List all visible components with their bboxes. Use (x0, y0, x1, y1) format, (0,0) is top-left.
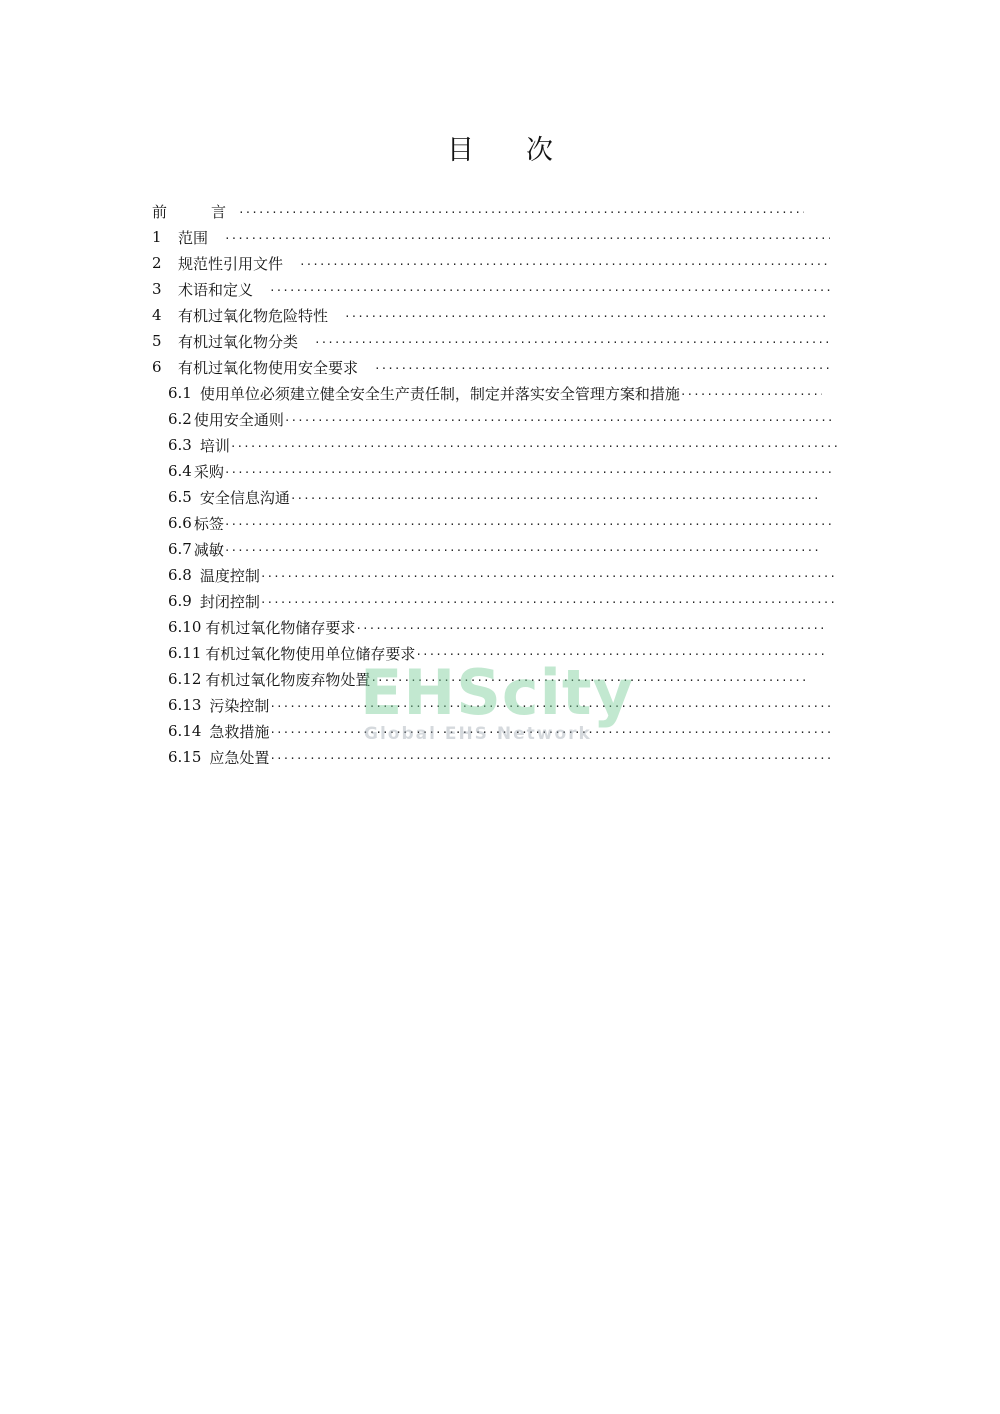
watermark-brand: EHScity (360, 656, 634, 729)
toc-entry-number: 6.6 (168, 514, 192, 532)
dot-leader (299, 258, 830, 271)
toc-entry-5[interactable] (152, 328, 830, 354)
toc-entry-label: 应急处置 (209, 748, 270, 767)
toc-entry-6-1[interactable] (168, 380, 822, 406)
toc-entry-label: 有机过氧化物废弃物处置 (205, 670, 371, 689)
toc-entry-6-15[interactable] (168, 744, 830, 770)
toc-entry-6[interactable] (152, 354, 830, 380)
toc-entry-6-8[interactable] (168, 562, 838, 588)
dot-leader (224, 544, 818, 557)
toc-entry-6-13[interactable] (168, 692, 830, 718)
toc-entry-label: 言 (211, 202, 227, 221)
toc-entry-label: 减敏 (193, 540, 224, 559)
toc-entry-6-4[interactable] (168, 458, 834, 484)
toc-entry-label: 有机过氧化物分类 (178, 332, 299, 351)
toc-entry-label: 温度控制 (199, 566, 260, 585)
toc-entry-6-12[interactable] (168, 666, 808, 692)
toc-entry-6-5[interactable] (168, 484, 822, 510)
dot-leader (344, 310, 830, 323)
toc-entry-label: 封闭控制 (199, 592, 260, 611)
toc-entry-3[interactable] (152, 276, 830, 302)
toc-entry-label: 采购 (193, 462, 224, 481)
dot-leader (269, 700, 830, 713)
dot-leader (224, 466, 834, 479)
toc-entry-number: 3 (152, 280, 162, 298)
toc-entry-2[interactable] (152, 250, 830, 276)
toc-entry-6-10[interactable] (168, 614, 826, 640)
toc-entry-6-9[interactable] (168, 588, 838, 614)
toc-entry-preface[interactable] (152, 198, 804, 224)
toc-entry-label: 术语和定义 (178, 280, 254, 299)
toc-entry-number: 前 (152, 202, 168, 221)
toc-entry-number: 6.11 (168, 644, 202, 662)
toc-entry-number: 6.4 (168, 462, 192, 480)
dot-leader (355, 622, 826, 635)
toc-entry-label: 污染控制 (209, 696, 270, 715)
dot-leader (290, 492, 822, 505)
dot-leader (260, 570, 838, 583)
dot-leader (238, 206, 804, 219)
toc-entry-number: 1 (152, 228, 162, 246)
toc-entry-label: 使用安全通则 (193, 410, 284, 429)
toc-entry-6-3[interactable] (168, 432, 838, 458)
dot-leader (269, 284, 830, 297)
toc-entry-number: 6.9 (168, 592, 192, 610)
toc-entry-number: 6.8 (168, 566, 192, 584)
toc-entry-number: 6.7 (168, 540, 192, 558)
dot-leader (374, 362, 830, 375)
dot-leader (415, 648, 826, 661)
toc-entry-number: 5 (152, 332, 162, 350)
toc-entry-label: 使用单位必须建立健全安全生产责任制，制定并落实安全管理方案和措施 (199, 384, 680, 403)
toc-entry-label: 急救措施 (209, 722, 270, 741)
toc-entry-number: 4 (152, 306, 162, 324)
dot-leader (260, 596, 838, 609)
toc-entry-label: 有机过氧化物危险特性 (178, 306, 329, 325)
toc-entry-number: 6.15 (168, 748, 202, 766)
dot-leader (370, 674, 808, 687)
toc-entry-label: 安全信息沟通 (199, 488, 290, 507)
dot-leader (224, 518, 834, 531)
toc-entry-label: 有机过氧化物储存要求 (205, 618, 356, 637)
toc-entry-label: 有机过氧化物使用单位储存要求 (205, 644, 416, 663)
toc-entry-label: 标签 (193, 514, 224, 533)
toc-entry-4[interactable] (152, 302, 830, 328)
dot-leader (284, 414, 834, 427)
toc-entry-label: 规范性引用文件 (178, 254, 284, 273)
dot-leader (680, 388, 822, 401)
toc-entry-label: 有机过氧化物使用安全要求 (178, 358, 359, 377)
toc-entry-label: 范围 (178, 228, 209, 247)
dot-leader (269, 752, 830, 765)
toc-entry-number: 6.1 (168, 384, 192, 402)
page-title (0, 128, 1000, 167)
toc-entry-number: 6.2 (168, 410, 192, 428)
toc-entry-number: 6.12 (168, 670, 202, 688)
toc-entry-6-6[interactable] (168, 510, 834, 536)
toc-entry-6-14[interactable] (168, 718, 830, 744)
toc-entry-6-2[interactable] (168, 406, 834, 432)
watermark-tagline: Global EHS Network (364, 724, 592, 744)
title-char-1: 目 (447, 135, 474, 166)
toc-entry-6-11[interactable] (168, 640, 826, 666)
toc-entry-number: 2 (152, 254, 162, 272)
dot-leader (230, 440, 838, 453)
toc-entry-number: 6 (152, 358, 162, 376)
dot-leader (314, 336, 830, 349)
toc-entry-number: 6.13 (168, 696, 202, 714)
toc-entry-number: 6.14 (168, 722, 202, 740)
dot-leader (224, 232, 830, 245)
toc-entry-1[interactable] (152, 224, 830, 250)
toc-entry-6-7[interactable] (168, 536, 818, 562)
toc-entry-number: 6.3 (168, 436, 192, 454)
title-char-2: 次 (526, 135, 553, 166)
toc-entry-number: 6.5 (168, 488, 192, 506)
dot-leader (269, 726, 830, 739)
toc-entry-number: 6.10 (168, 618, 202, 636)
toc-entry-label: 培训 (199, 436, 230, 455)
